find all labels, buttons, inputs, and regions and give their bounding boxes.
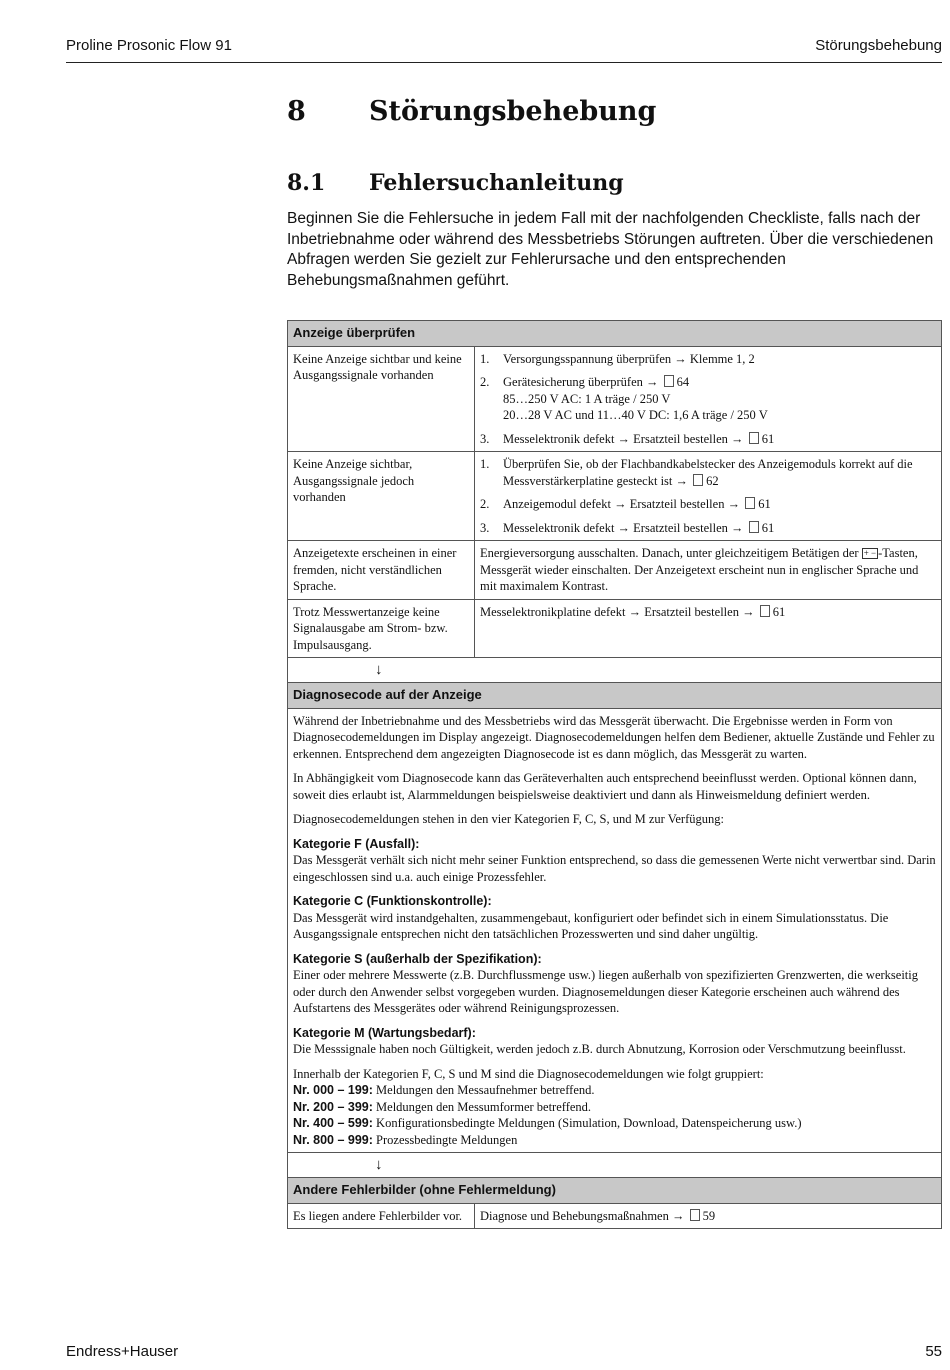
action-cell: Energieversorgung ausschalten. Danach, unter gleichzeitigem Betätigen der + − -Tasten, Messgerät wieder einschalten. Der Anzeigetext erscheint nun in englischer Sprache und mit maximalem Kontrast.: [475, 541, 942, 600]
problem-cell: Anzeigetexte erscheinen in einer fremden, nicht verständlichen Sprache.: [288, 541, 475, 600]
page-number: 55: [925, 1343, 942, 1360]
page-ref-icon: [664, 375, 674, 387]
category-f-heading: Kategorie F (Ausfall):: [293, 836, 420, 851]
action-cell: [475, 452, 942, 541]
page-header: [66, 34, 942, 63]
section-header-diagnosis: Diagnosecode auf der Anzeige: [288, 683, 942, 709]
header-chapter: Störungsbehebung: [815, 37, 942, 54]
page-ref-icon: [749, 432, 759, 444]
table-row: [288, 541, 942, 600]
page-ref-icon: [693, 474, 703, 486]
table-row: [288, 599, 942, 658]
problem-cell: Keine Anzeige sichtbar und keine Ausgangssignale vorhanden: [288, 346, 475, 452]
list-item: 1. Überprüfen Sie, ob der Flachbandkabelstecker des Anzeigemoduls korrekt auf die Messverstärkerplatine gesteckt ist → 62: [480, 457, 913, 488]
problem-cell: Es liegen andere Fehlerbilder vor.: [288, 1203, 475, 1229]
chapter-heading: [287, 96, 656, 127]
problem-cell: Keine Anzeige sichtbar, Ausgangssignale jedoch vorhanden: [288, 452, 475, 541]
intro-paragraph: Beginnen Sie die Fehlersuche in jedem Fall mit der nachfolgenden Checkliste, falls nach der Inbetriebnahme oder während des Messbetriebs Störungen auftreten. Über die verschiedenen Abfragen werden Sie gezielt zur Fehlerursache und den entsprechenden Behebungsmaßnahmen geführt.: [287, 210, 934, 289]
section-heading: [287, 170, 624, 196]
table-row: [288, 452, 942, 541]
flow-arrow: ↓: [288, 658, 942, 683]
section-title: Fehlersuchanleitung: [369, 170, 624, 196]
plus-minus-keys-icon: + −: [863, 548, 877, 558]
list-item: 3. Messelektronik defekt → Ersatzteil bestellen → 61: [480, 520, 775, 535]
problem-cell: Trotz Messwertanzeige keine Signalausgabe am Strom- bzw. Impulsausgang.: [288, 599, 475, 658]
chapter-number: 8: [287, 96, 306, 127]
header-product: Proline Prosonic Flow 91: [66, 37, 232, 54]
page-ref-icon: [760, 605, 770, 617]
diagnosis-text: Während der Inbetriebnahme und des Messbetriebs wird das Messgerät überwacht. Die Ergebnisse werden in Form von Diagnosecodemeldungen im Display angezeigt. Diagnosecodemeldungen helfen dem Bediener, aktuelle Zustände und Fehler zu erkennen. Entsprechend dem angezeigten Diagnosecode ist es dann möglich, das Messgerät zu warten. In Abhängigkeit vom Diagnosecode kann das Geräteverhalten auch entsprechend beeinflusst werden. Optional können dann, soweit dies erlaubt ist, Alarmmeldungen beispielsweise deaktiviert und dann als Hinweismeldung definiert werden. Diagnosecodemeldungen stehen in den vier Kategorien F, C, S, und M zur Verfügung: Kategorie F (Ausfall): Das Messgerät verhält sich nicht mehr seiner Funktion entsprechend, so dass die gemessenen Werte nicht verwertbar sind. Darin eingeschlossen sind u.a. auch einige Prozessfehler. Kategorie C (Funktionskontrolle): Das Messgerät wird instandgehalten, zusammengebaut, konfiguriert oder befindet sich in einem Simulationsstatus. Die Ausgangssignale entsprechen nicht den tatsächlichen Prozesswerten und sind daher ungültig. Kategorie S (außerhalb der Spezifikation): Einer oder mehrere Messwerte (z.B. Durchflussmenge usw.) liegen außerhalb von spezifizierten Grenzwerten, die werkseitig oder durch den Anwender selbst vorgegeben wurden. Diagnosemeldungen dieser Kategorie erscheinen auch während des Aufstartens des Messgerätes oder während Reinigungsprozessen. Kategorie M (Wartungsbedarf): Die Messsignale haben noch Gültigkeit, werden jedoch z.B. durch Abnutzung, Korrosion oder Verschmutzung beeinflusst. Innerhalb der Kategorien F, C, S und M sind die Diagnosecodemeldungen wie folgt gruppiert: Nr. 000 – 199: Meldungen den Messaufnehmer betreffend. Nr. 200 – 399: Meldungen den Messumformer betreffend. Nr. 400 – 599: Konfigurationsbedingte Meldungen (Simulation, Download, Datenspeicherung usw.) Nr. 800 – 999: Prozessbedingte Meldungen: [288, 708, 942, 1153]
category-c-heading: Kategorie C (Funktionskontrolle):: [293, 894, 492, 908]
page-ref-icon: [690, 1209, 700, 1221]
section-header-other: Andere Fehlerbilder (ohne Fehlermeldung): [288, 1178, 942, 1204]
list-item: 3. Messelektronik defekt → Ersatzteil bestellen → 61: [480, 431, 775, 446]
category-m-heading: Kategorie M (Wartungsbedarf):: [293, 1025, 476, 1040]
table-row: [288, 346, 942, 452]
page-ref-icon: [745, 497, 755, 509]
page-ref-icon: [749, 521, 759, 533]
table-row: [288, 1203, 942, 1229]
checklist-table: [287, 320, 942, 1229]
category-s-heading: Kategorie S (außerhalb der Spezifikation):: [293, 951, 542, 966]
list-item: 2. Gerätesicherung überprüfen → 64 85…250 V AC: 1 A träge / 250 V 20…28 V AC und 11…40 V DC: 1,6 A träge / 250 V: [480, 375, 768, 422]
flow-arrow: ↓: [288, 1153, 942, 1178]
action-cell: [475, 346, 942, 452]
list-item: 2. Anzeigemodul defekt → Ersatzteil bestellen → 61: [480, 497, 771, 511]
action-cell: Messelektronikplatine defekt → Ersatzteil bestellen → 61: [475, 599, 942, 658]
action-cell: Diagnose und Behebungsmaßnahmen → 59: [475, 1203, 942, 1229]
footer-brand: Endress+Hauser: [66, 1343, 179, 1360]
list-item: 1. Versorgungsspannung überprüfen → Klemme 1, 2: [480, 351, 755, 366]
section-header-display: Anzeige überprüfen: [288, 321, 942, 347]
chapter-title: Störungsbehebung: [369, 96, 657, 127]
section-number: 8.1: [287, 170, 326, 196]
